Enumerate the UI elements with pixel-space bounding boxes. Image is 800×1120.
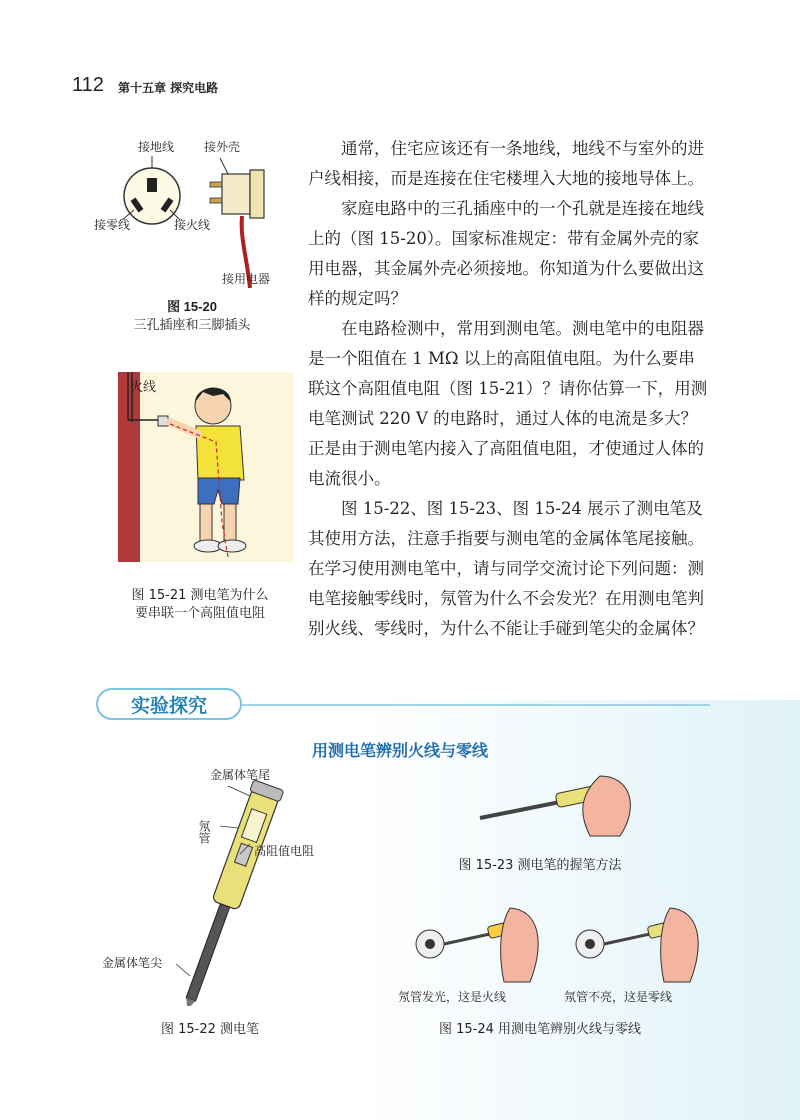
label-live-wire-21: 火线 xyxy=(130,380,157,395)
identify-neutral-illustration xyxy=(560,904,710,984)
label-live-wire: 接火线 xyxy=(174,218,211,232)
boy-testing-illustration xyxy=(118,372,293,562)
paragraph: 家庭电路中的三孔插座中的一个孔就是连接在地线上的（图 15-20）。国家标准规定：带有金属外壳的家用电器，其金属外壳必须接地。你知道为什么要做出这样的规定吗？ xyxy=(308,199,704,308)
paragraph: 图 15-22、图 15-23、图 15-24 展示了测电笔及其使用方法，注意手指要与测电笔的金属体笔尾接触。在学习使用测电笔中，请与同学交流讨论下列问题：测电笔接触零线时，氖管为什么不会发光？在用测电笔判别火线、零线时，为什么不能让手碰到笔尖的金属体？ xyxy=(308,499,704,638)
figure-15-22 xyxy=(100,766,320,1036)
body-text xyxy=(308,134,708,644)
experiment-title: 用测电笔辨别火线与零线 xyxy=(311,741,488,760)
label-metal-tail: 金属体笔尾 xyxy=(210,768,271,782)
label-neon-unlit: 氖管不亮，这是零线 xyxy=(564,990,673,1004)
figure-15-24 xyxy=(380,904,700,1037)
figure-15-20 xyxy=(92,138,292,333)
experiment-banner: 实验探究 xyxy=(96,688,242,720)
figure-15-21-caption-line1: 图 15-21 测电笔为什么 xyxy=(131,588,269,603)
page-number: 112 xyxy=(72,74,104,96)
chapter-title: 第十五章 探究电路 xyxy=(118,81,219,95)
label-metal-tip: 金属体笔尖 xyxy=(102,956,163,970)
three-hole-socket xyxy=(122,156,180,224)
figure-15-20-number: 图 15-20 xyxy=(167,299,217,314)
paragraph: 在电路检测中，常用到测电笔。测电笔中的电阻器是一个阻值在 1 MΩ 以上的高阻值电阻。为什么要串联这个高阻值电阻（图 15-21）？请你估算一下，用测电笔测试 220 V 的电路时，通过人体的电流是多大？正是由于测电笔内接入了高阻值电阻，才使通过人体的电流很小。 xyxy=(308,319,708,488)
label-neutral-wire: 接零线 xyxy=(94,218,131,232)
identify-live-illustration xyxy=(400,904,550,984)
label-ground-wire: 接地线 xyxy=(138,140,175,154)
label-shell-wire: 接外壳 xyxy=(204,140,241,154)
wall-stripe xyxy=(118,372,140,562)
banner-divider xyxy=(230,704,710,706)
label-appliance: 接用电器 xyxy=(222,272,271,286)
label-neon-tube: 氖管 xyxy=(197,820,211,844)
figure-15-23-caption: 图 15-23 测电笔的握笔方法 xyxy=(458,858,622,873)
figure-15-23 xyxy=(420,766,660,876)
figure-15-22-caption: 图 15-22 测电笔 xyxy=(160,1022,260,1037)
socket-plug-illustration xyxy=(92,138,292,288)
label-neon-lit: 氖管发光，这是火线 xyxy=(398,990,507,1004)
label-resistor: 高阻值电阻 xyxy=(254,844,315,858)
paragraph: 通常，住宅应该还有一条地线，地线不与室外的进户线相接，而是连接在住宅楼埋入大地的接地导体上。 xyxy=(308,139,704,188)
figure-15-21 xyxy=(110,372,290,622)
figure-15-24-caption: 图 15-24 用测电笔辨别火线与零线 xyxy=(438,1022,642,1037)
three-pin-plug xyxy=(210,158,264,288)
pen-grip-illustration xyxy=(450,766,690,846)
figure-15-20-caption: 三孔插座和三脚插头 xyxy=(133,318,251,333)
figure-15-21-caption-line2: 要串联一个高阻值电阻 xyxy=(134,606,265,621)
